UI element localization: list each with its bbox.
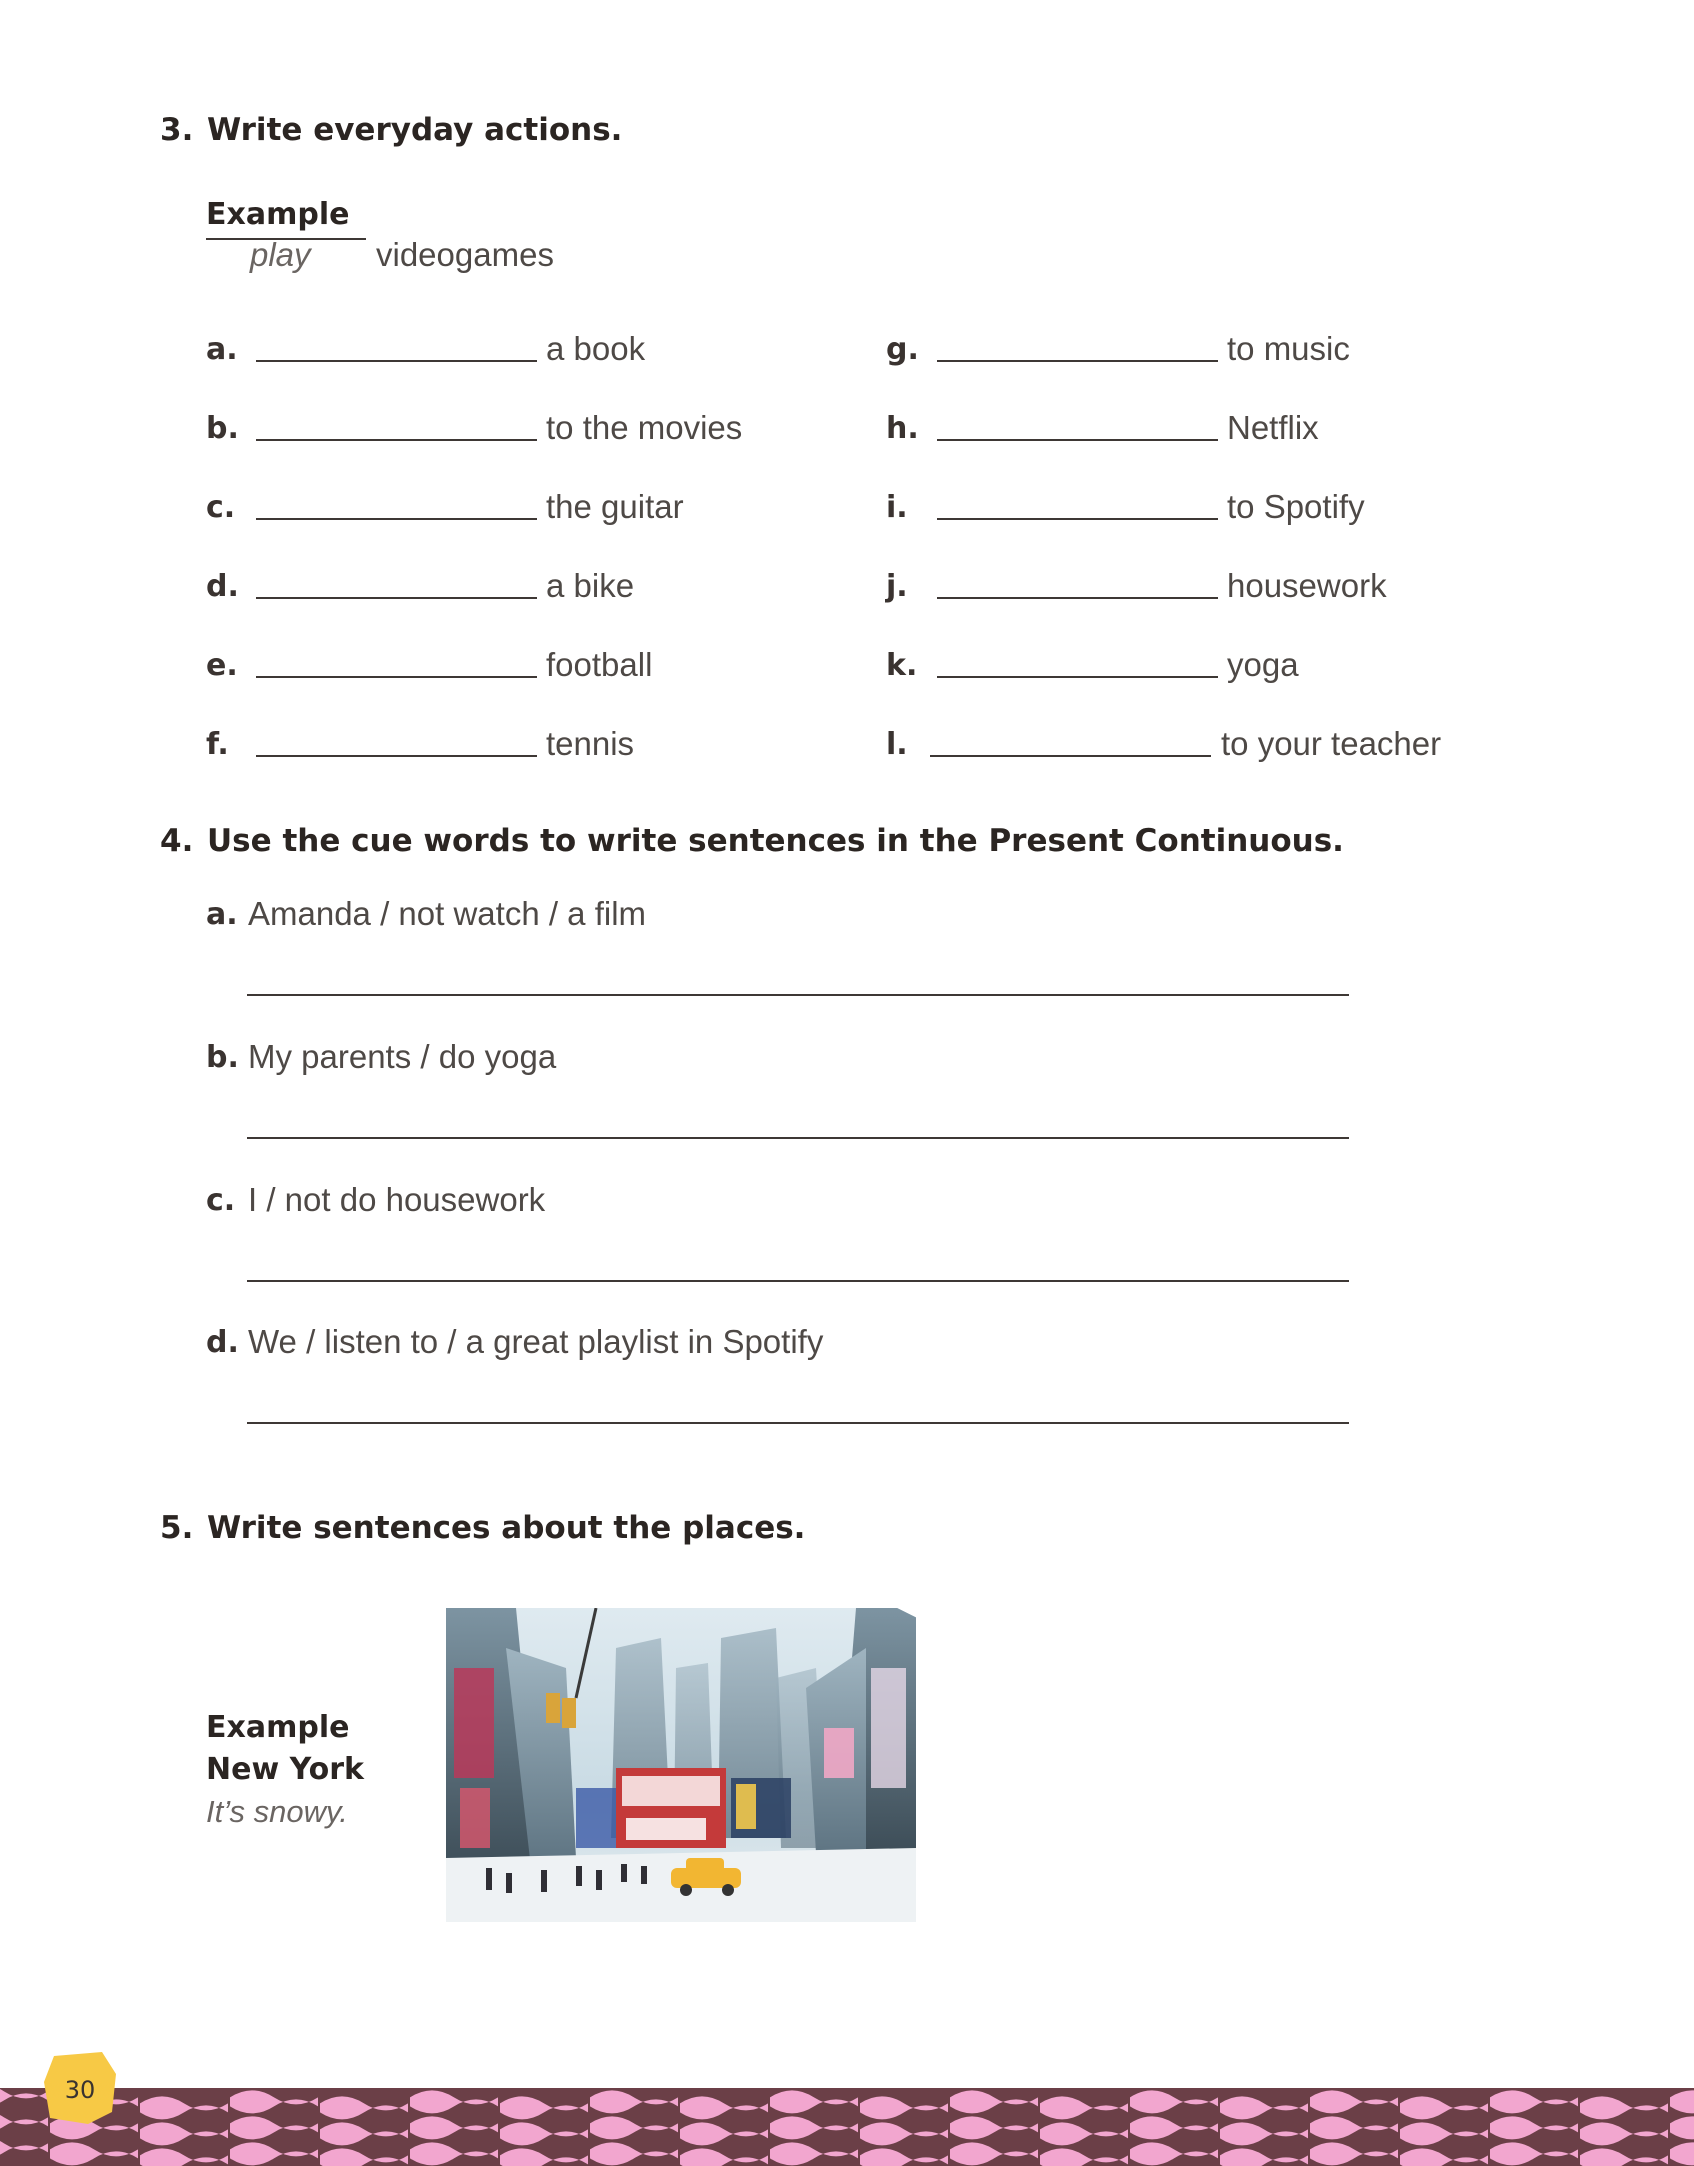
section-3-title: Write everyday actions. — [207, 112, 623, 148]
item-letter: d. — [206, 1325, 239, 1360]
item-text: to music — [1227, 330, 1350, 367]
item-text: to the movies — [546, 409, 743, 446]
cue-words: My parents / do yoga — [248, 1038, 557, 1075]
item-letter: c. — [206, 1183, 236, 1218]
section-3-example-answer: play — [250, 236, 311, 273]
answer-line — [937, 518, 1218, 520]
answer-line — [256, 755, 537, 757]
answer-line — [247, 994, 1349, 996]
section-5-title: Write sentences about the places. — [207, 1510, 806, 1546]
item-letter: i. — [886, 490, 908, 525]
item-letter: h. — [886, 411, 919, 446]
page-number-badge — [44, 2052, 116, 2124]
item-text: a book — [546, 330, 646, 367]
item-text: to Spotify — [1227, 488, 1365, 525]
answer-line — [256, 676, 537, 678]
answer-line — [937, 360, 1218, 362]
item-letter: e. — [206, 648, 238, 683]
item-letter: a. — [206, 897, 238, 932]
item-letter: l. — [886, 727, 908, 762]
item-letter: a. — [206, 332, 238, 367]
item-text: the guitar — [546, 488, 684, 525]
answer-line — [256, 439, 537, 441]
item-letter: c. — [206, 490, 236, 525]
item-text: Netflix — [1227, 409, 1319, 446]
item-letter: f. — [206, 727, 229, 762]
section-3-heading — [160, 112, 622, 148]
answer-line — [256, 518, 537, 520]
answer-line — [247, 1280, 1349, 1282]
answer-line — [937, 676, 1218, 678]
item-letter: j. — [886, 569, 908, 604]
item-letter: b. — [206, 1040, 239, 1075]
item-text: tennis — [546, 725, 635, 762]
section-3-number: 3. — [160, 112, 194, 148]
section-4-title: Use the cue words to write sentences in the Present Continuous. — [207, 823, 1344, 859]
snowy-city-photo — [446, 1608, 916, 1922]
cue-words: We / listen to / a great playlist in Spotify — [248, 1323, 824, 1360]
item-letter: g. — [886, 332, 919, 367]
item-letter: b. — [206, 411, 239, 446]
item-text: to your teacher — [1221, 725, 1442, 762]
item-text: yoga — [1227, 646, 1299, 683]
page-number: 30 — [64, 2076, 96, 2104]
answer-line — [937, 439, 1218, 441]
cue-words: I / not do housework — [248, 1181, 546, 1218]
section-5-example-place: New York — [206, 1752, 364, 1787]
answer-line — [247, 1137, 1349, 1139]
item-letter: k. — [886, 648, 918, 683]
item-text: housework — [1227, 567, 1387, 604]
item-letter: d. — [206, 569, 239, 604]
section-5-example-sentence: It’s snowy. — [206, 1794, 348, 1829]
snowy-times-square-photo-icon — [446, 1608, 916, 1922]
section-4-heading — [160, 823, 1344, 859]
answer-line — [930, 755, 1211, 757]
answer-line — [256, 597, 537, 599]
section-3-example-label: Example — [206, 197, 350, 232]
cue-words: Amanda / not watch / a film — [248, 895, 647, 932]
section-4-number: 4. — [160, 823, 194, 859]
item-text: a bike — [546, 567, 635, 604]
footer-pattern — [0, 2088, 1694, 2166]
section-3-example-rest: videogames — [376, 236, 554, 273]
answer-line — [937, 597, 1218, 599]
answer-line — [256, 360, 537, 362]
section-5-number: 5. — [160, 1510, 194, 1546]
section-5-example-label: Example — [206, 1710, 350, 1745]
section-5-heading — [160, 1510, 805, 1546]
item-text: football — [546, 646, 653, 683]
answer-line — [247, 1422, 1349, 1424]
